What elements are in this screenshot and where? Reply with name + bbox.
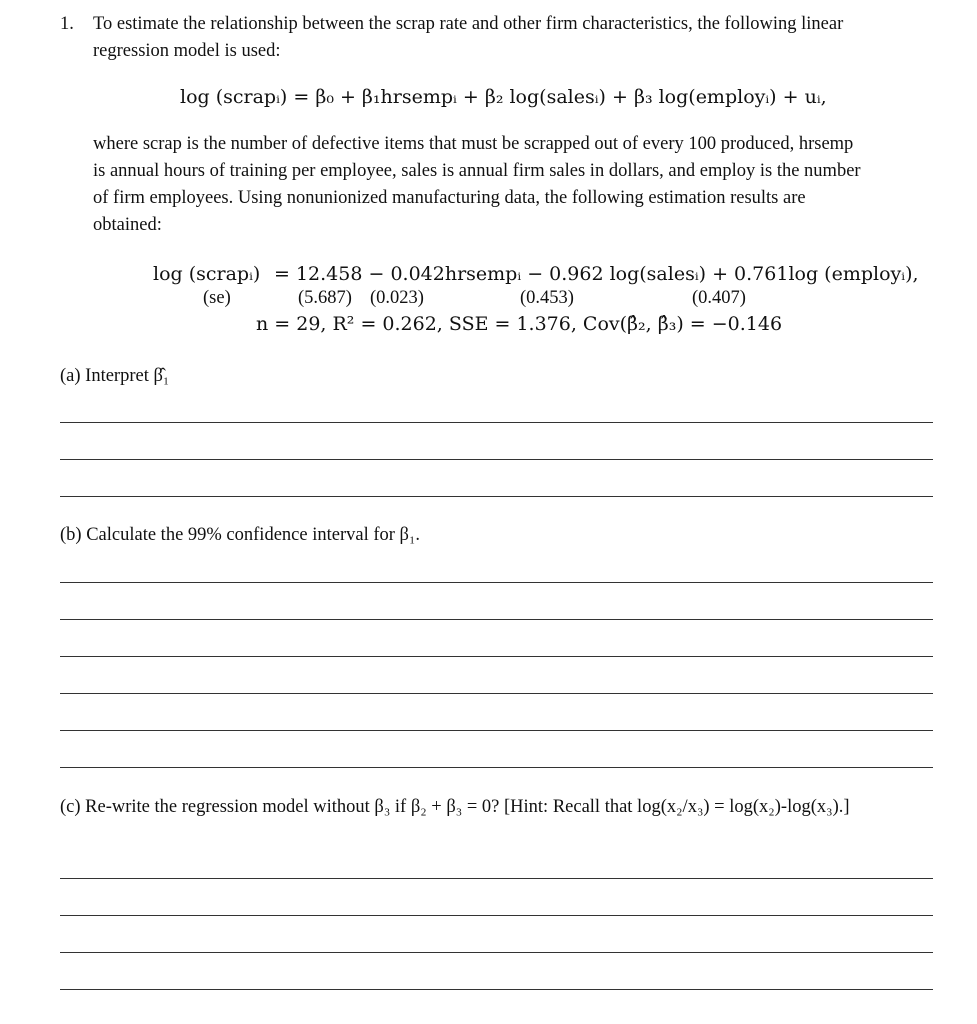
where-line-1: where scrap is the number of defective items that must be scrapped out of every 100 produced, hrsemp [93,134,854,154]
answer-line [60,459,933,460]
answer-line [60,422,933,423]
model-equation: log (scrapᵢ) = β₀ + β₁hrsempᵢ + β₂ log(salesᵢ) + β₃ log(employᵢ) + uᵢ, [180,86,827,108]
se-sales: (0.453) [520,288,574,308]
answer-line [60,952,933,953]
answer-line [60,915,933,916]
part-c-prompt: (c) Re-write the regression model without β₃ if β₂ + β₃ = 0? [Hint: Recall that log(x₂/x₃) = log(x₂)-log(x₃).] [60,797,850,817]
fitted-rhs: = 12.458 − 0.042hrsempᵢ − 0.962 log(salesᵢ) + 0.761log (employᵢ), [274,263,919,285]
question-number: 1. [60,14,74,34]
answer-line [60,496,933,497]
answer-line [60,767,933,768]
answer-line [60,582,933,583]
answer-line [60,730,933,731]
fitted-lhs: log (scrapᵢ) [153,263,261,285]
answer-line [60,619,933,620]
part-b-prompt: (b) Calculate the 99% confidence interval for β₁. [60,525,421,545]
answer-line [60,878,933,879]
intro-line-1: To estimate the relationship between the scrap rate and other firm characteristics, the following linear [93,14,844,34]
regression-stats: n = 29, R² = 0.262, SSE = 1.376, Cov(β̂₂, β̂₃) = −0.146 [256,313,783,335]
answer-line [60,656,933,657]
se-label: (se) [203,288,231,308]
se-const: (5.687) [298,288,352,308]
where-line-2: is annual hours of training per employee, sales is annual firm sales in dollars, and employ is the number [93,161,861,181]
se-employ: (0.407) [692,288,746,308]
se-hrsemp: (0.023) [370,288,424,308]
answer-line [60,989,933,990]
answer-line [60,693,933,694]
intro-line-2: regression model is used: [93,41,281,61]
where-line-3: of firm employees. Using nonunionized manufacturing data, the following estimation results are [93,188,806,208]
part-a-prompt: (a) Interpret β̂₁ [60,366,170,386]
where-line-4: obtained: [93,215,162,235]
